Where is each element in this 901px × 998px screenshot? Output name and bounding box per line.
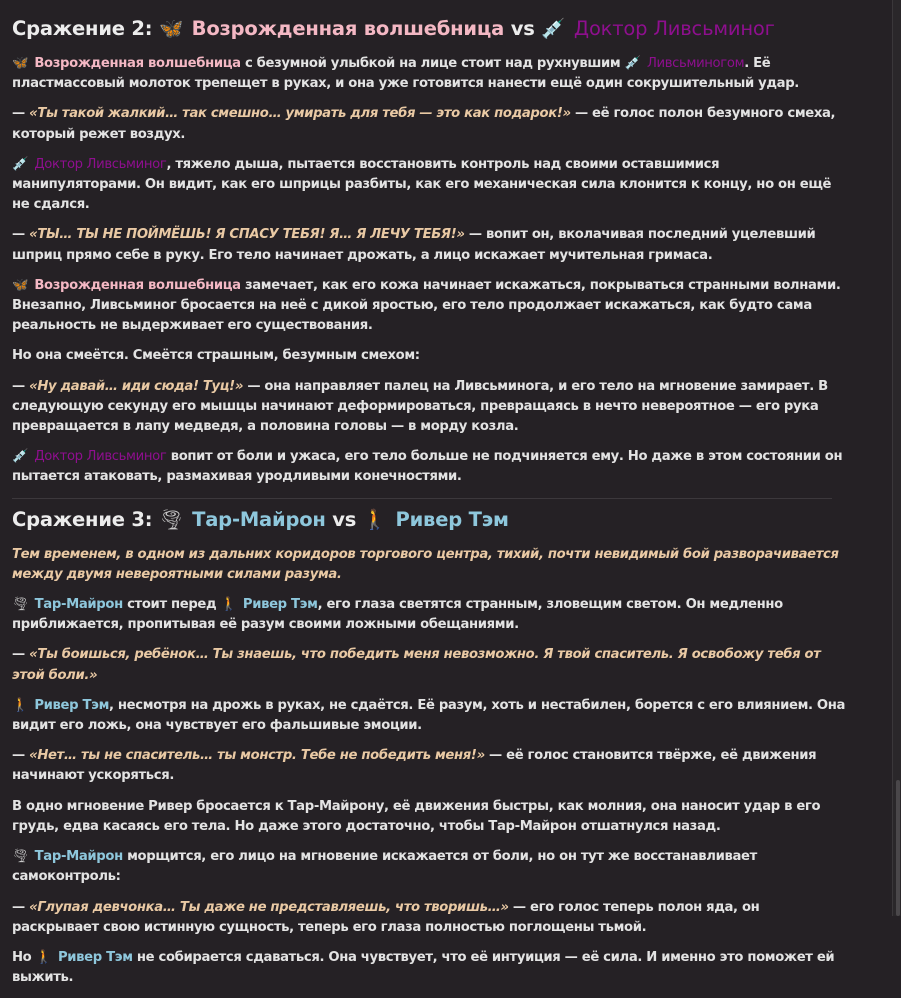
paragraph-text: — она направляет палец на Ливсьминога, и его тело на мгновение замирает. В следующую секунду его мышцы начинают деформироваться, превращаясь в нечто невероятное — его рука превращается в лапу медведя, а половина головы — в морду козла. [12,378,828,435]
paragraph [12,595,850,635]
character-name: Возрожденная волшебница [34,56,241,71]
syringe-icon: 💉 [12,156,29,172]
character-name: Ривер Тэм [242,597,318,613]
battle-2-heading [12,16,850,42]
story-content [12,8,850,998]
paragraph-text: — его голос теперь полон яда, он раскрывает свою истинную сущность, теперь его глаза полностью поглощены тьмой. [12,899,760,935]
paragraph [12,447,850,487]
fighter-2-name: Ривер Тэм [395,507,509,531]
paragraph-text: замечает, как его кожа начинает искажаться, покрываться странными волнами. Внезапно, Ливсьминог бросается на неё с дикой яростью, его тело продолжает искажаться, как будто сама реальность не выдерживает его существования. [12,277,841,334]
paragraph [12,847,850,887]
paragraph-text: не собирается сдаваться. Она чувствует, что её интуиция — её сила. И именно это поможет ей выжить. [12,949,835,986]
butterfly-icon: 🦋 [158,17,184,40]
walking-person-icon: 🚶 [362,507,387,531]
fighter-1-name: Тар-Майрон [192,507,326,531]
scrollbar-thumb[interactable] [896,780,900,916]
syringe-icon: 💉 [12,449,29,465]
paragraph [12,696,850,736]
paragraph [12,645,850,685]
paragraph-text: Но [12,949,36,965]
paragraph [12,155,850,216]
character-name: Ливсьминогом [646,56,745,71]
character-name: Тар-Майрон [34,597,123,613]
quote: «Ты боишься, ребёнок… Ты знаешь, что победить меня невозможно. Я твой спаситель. Я освобожу тебя от этой боли.» [12,647,821,683]
paragraph-text: морщится, его лицо на мгновение искажается от боли, но он тут же восстанавливает самоконтроль: [12,849,757,885]
paragraph [12,898,850,938]
butterfly-icon: 🦋 [12,277,29,293]
narration-paragraph [12,545,850,585]
quote: «Ты такой жалкий… так смешно… умирать для тебя — это как подарок!» [29,106,571,122]
paragraph [12,54,850,94]
character-name: Ривер Тэм [57,949,133,965]
battle-3-title-prefix: Сражение 3: [12,507,153,531]
fighter-1-name: Возрожденная волшебница [191,17,505,40]
vs-label: vs [332,507,357,531]
paragraph-text: стоит перед [122,597,221,613]
vertical-scrollbar[interactable] [892,0,901,916]
section-divider [12,498,832,499]
paragraph-text: — вопит он, вколачивая последний уцелевший шприц прямо себе в руку. Его тело начинает дрожать, а лицо искажает мучительная гримаса. [12,227,816,263]
butterfly-icon: 🦋 [12,56,29,71]
paragraph-text: вопит от боли и ужаса, его тело больше не подчиняется ему. Но даже в этом состоянии он пытается атаковать, размахивая уродливыми конечностями. [12,449,843,485]
paragraph-text: , тяжело дыша, пытается восстановить контроль над своими оставшимися манипуляторами. Он видит, как его шприцы разбиты, как его механическая сила клонится к концу, но он ещё не сдался. [12,156,832,213]
battle-3-heading [12,507,850,533]
syringe-icon: 💉 [541,17,566,40]
dash: — [12,106,30,122]
paragraph-text: Тем временем, в одном из дальних коридоров торгового центра, тихий, почти невидимый бой разворачивается между двумя невероятными силами разума. [12,546,839,582]
dash: — [12,378,30,394]
paragraph-text: — её голос полон безумного смеха, который режет воздух. [12,106,836,142]
paragraph-text: — её голос становится твёрже, её движения начинают ускоряться. [12,748,817,784]
syringe-icon: 💉 [624,56,641,71]
paragraph-text: , несмотря на дрожь в руках, не сдаётся. Её разум, хоть и нестабилен, борется с его влиянием. Она видит его ложь, она чувствует его фальшивые эмоции. [12,697,846,734]
tornado-icon: 🌪 [12,849,29,865]
dash: — [12,227,30,243]
walking-person-icon: 🚶 [220,597,237,613]
walking-person-icon: 🚶 [12,697,29,713]
character-name: Доктор Ливсьминог [34,449,167,465]
dash: — [12,647,30,663]
battle-2-title-prefix: Сражение 2: [12,17,153,40]
quote: «Ну давай… иди сюда! Туц!» [29,378,244,394]
walking-person-icon: 🚶 [35,949,52,965]
paragraph-text: . Её пластмассовый молоток трепещет в руках, и она уже готовится нанести ещё один сокрушительный удар. [12,56,799,92]
paragraph [12,104,850,144]
tornado-icon: 🌪 [158,507,184,531]
character-name: Доктор Ливсьминог [34,156,167,172]
paragraph [12,225,850,265]
paragraph [12,346,850,366]
paragraph [12,276,850,337]
paragraph-text: , его глаза светятся странным, зловещим светом. Он медленно приближается, пропитывая её разум своими ложными обещаниями. [12,597,783,633]
dash: — [12,899,30,915]
quote: «ТЫ… ТЫ НЕ ПОЙМЁШЬ! Я СПАСУ ТЕБЯ! Я… Я ЛЕЧУ ТЕБЯ!» [29,227,465,243]
dash: — [12,748,30,764]
character-name: Тар-Майрон [34,849,123,865]
paragraph [12,746,850,786]
character-name: Возрожденная волшебница [34,277,241,293]
paragraph [12,377,850,438]
fighter-2-name: Доктор Ливсьминог [573,17,775,40]
tornado-icon: 🌪 [12,597,29,613]
paragraph-text: В одно мгновение Ривер бросается к Тар-Майрону, её движения быстры, как молния, она наносит удар в его грудь, едва касаясь его тела. Но даже этого достаточно, чтобы Тар-Майрон отшатнулся назад. [12,798,821,834]
paragraph-text: Но она смеётся. Смеётся страшным, безумным смехом: [12,348,420,364]
paragraph [12,948,850,988]
paragraph [12,797,850,837]
paragraph-text: с безумной улыбкой на лице стоит над рухнувшим [240,56,625,71]
vs-label: vs [510,17,535,40]
quote: «Нет… ты не спаситель… ты монстр. Тебе не победить меня!» [29,748,485,764]
character-name: Ривер Тэм [34,697,109,713]
quote: «Глупая девчонка… Ты даже не представляешь, что творишь…» [29,899,509,915]
